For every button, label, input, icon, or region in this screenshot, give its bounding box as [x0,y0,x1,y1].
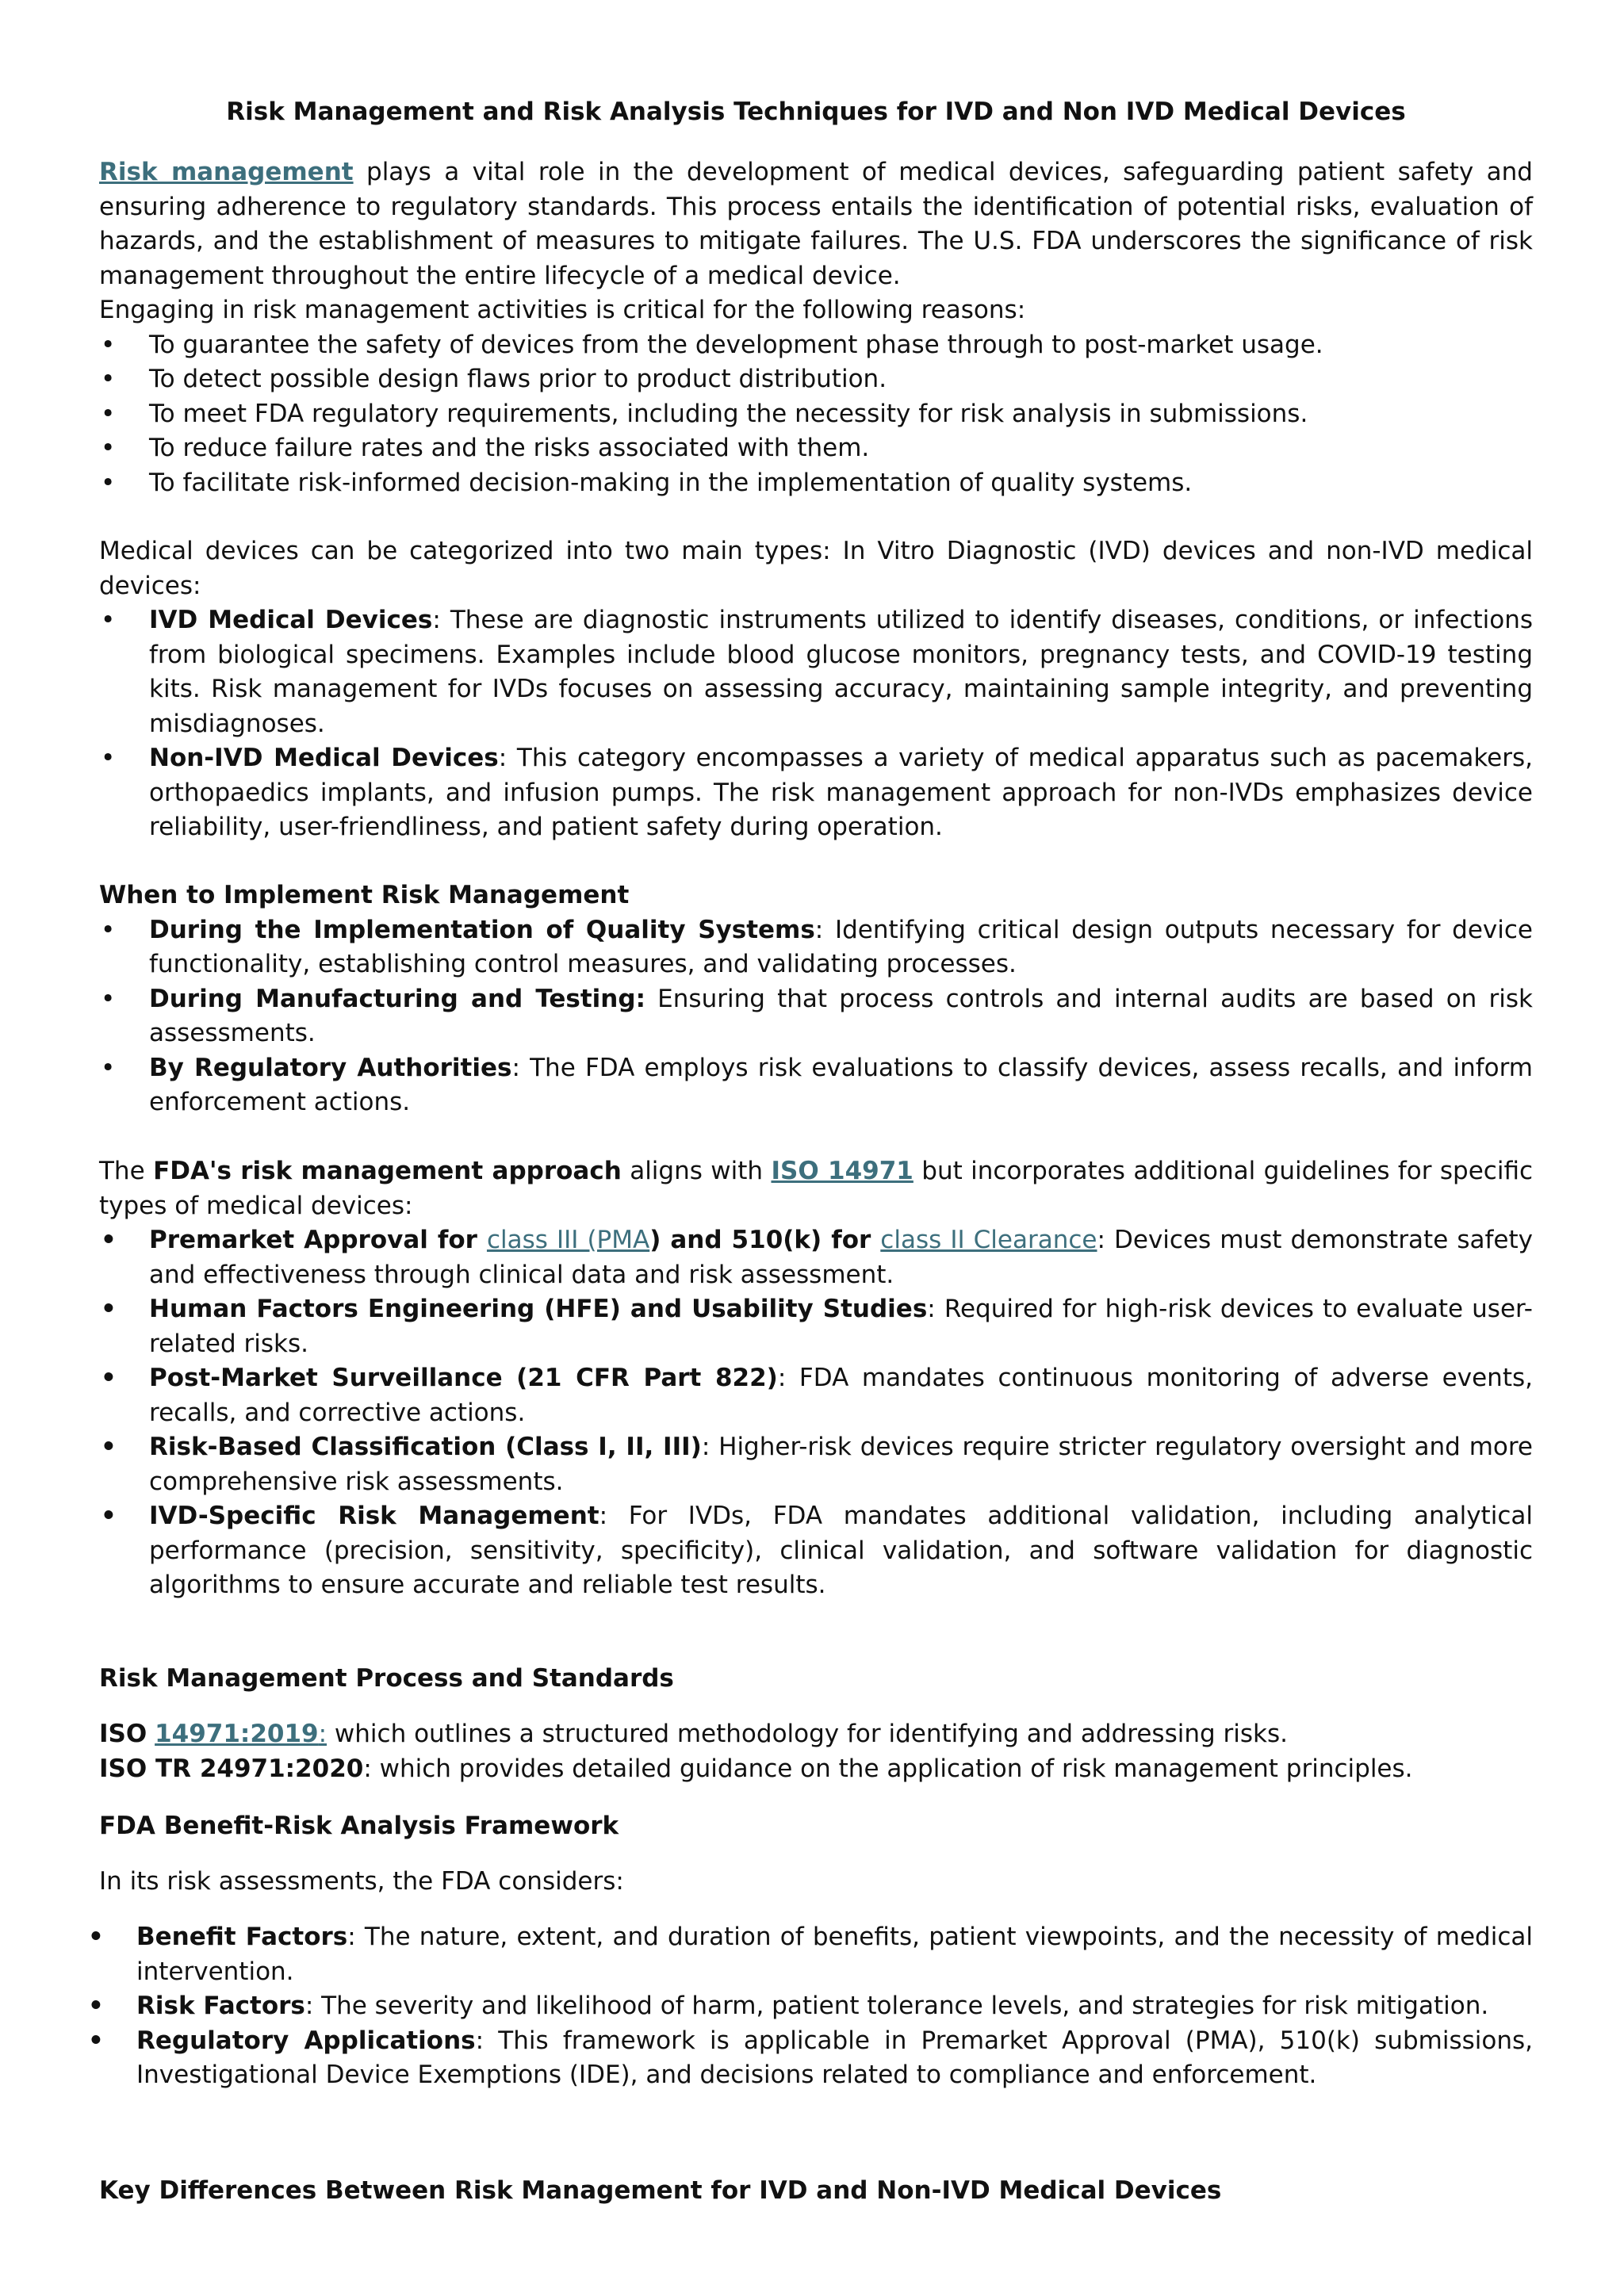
list-item-text: : For IVDs, FDA mandates additional validation, including analytical performance (precision, sensitivity, specificity), clinical validation, and software validation for diagnostic algorithms to ensure accurate and reliable test results. [149,1502,1533,1599]
section-heading: Risk Management Process and Standards [99,1664,674,1693]
standards-paragraph-block [99,1717,1533,1786]
list-item [99,1361,1533,1430]
list-item-text: : The FDA employs risk evaluations to classify devices, assess recalls, and inform enforcement actions. [149,1053,1533,1116]
list-item-text: : Required for high-risk devices to evaluate user-related risks. [149,1295,1533,1358]
iso-tr-text: : which provides detailed guidance on the application of risk management principles. [363,1754,1413,1783]
list-item-term: By Regulatory Authorities [149,1053,512,1082]
list-item-term: Non-IVD Medical Devices [149,744,499,772]
list-item-term: Post-Market Surveillance (21 CFR Part 822) [149,1364,778,1392]
list-item [99,1223,1533,1292]
list-item [99,603,1533,741]
benefit-risk-list [99,1920,1533,2093]
when-to-implement-section [99,878,1533,1120]
section-heading: FDA Benefit-Risk Analysis Framework [99,1812,619,1840]
list-item [99,1430,1533,1499]
iso-colon[interactable]: : [318,1720,327,1748]
lead-mid: aligns with [621,1157,772,1185]
reasons-lead: Engaging in risk management activities is critical for the following reasons: [99,296,1026,324]
list-item [99,982,1533,1051]
iso-label: ISO [99,1720,147,1748]
list-item-term: During Manufacturing and Testing: [149,984,645,1013]
list-item [99,913,1533,982]
section-heading: When to Implement Risk Management [99,881,630,909]
intro-section [99,155,1533,500]
iso-14971-link[interactable]: ISO 14971 [771,1157,914,1185]
list-item-text: : The severity and likelihood of harm, patient tolerance levels, and strategies for risk mitigation. [304,1992,1489,2020]
lead-bold: FDA's risk management approach [153,1157,622,1185]
list-item-text: : Higher-risk devices require stricter regulatory oversight and more comprehensive risk assessments. [149,1433,1533,1496]
benefit-risk-section [99,1809,1533,1844]
list-item: • To reduce failure rates and the risks associated with them. [99,431,1533,466]
list-item: • To facilitate risk-informed decision-making in the implementation of quality systems. [99,466,1533,501]
list-item-text: : The nature, extent, and duration of benefits, patient viewpoints, and the necessity of medical intervention. [136,1923,1533,1986]
benefit-risk-lead: In its risk assessments, the FDA considers: [99,1867,624,1896]
list-item-term: IVD Medical Devices [149,606,433,634]
fda-approach-list [99,1223,1533,1603]
iso-tr-label: ISO TR 24971:2020 [99,1754,364,1783]
intro-text: plays a vital role in the development of medical devices, safeguarding patient safety and ensuring adherence to regulatory standards. This process entails the identification of potential risks, evaluation of hazards, and the establishment of measures to mitigate failures. The U.S. FDA underscores the significance of risk management throughout the entire lifecycle of a medical device. [99,158,1533,290]
list-item [99,1499,1533,1603]
list-item [99,2024,1533,2093]
iso-text: which outlines a structured methodology for identifying and addressing risks. [327,1720,1288,1748]
list-item-term: During the Implementation of Quality Systems [149,915,815,944]
list-item-text: Ensuring that process controls and internal audits are based on risk assessments. [149,984,1533,1047]
fda-approach-section [99,1154,1533,1603]
standards-paragraph [99,1717,1533,1786]
benefit-risk-lead-block [99,1865,1533,1900]
lead-suffix: but incorporates additional guidelines for specific types of medical devices: [99,1157,1534,1220]
list-item [99,1989,1533,2024]
device-types-lead: Medical devices can be categorized into two main types: In Vitro Diagnostic (IVD) devices and non-IVD medical devices: [99,537,1533,600]
intro-paragraph [99,155,1533,293]
list-item [99,1292,1533,1361]
fda-approach-lead [99,1154,1533,1223]
list-item: • To meet FDA regulatory requirements, including the necessity for risk analysis in submissions. [99,397,1533,432]
list-item [99,1051,1533,1120]
list-item-term: Regulatory Applications [136,2026,476,2055]
lead-prefix: The [99,1157,154,1185]
list-item [99,741,1533,845]
list-item-text: : Devices must demonstrate safety and effectiveness through clinical data and risk assessment. [149,1226,1533,1289]
when-to-implement-list [99,913,1533,1120]
list-item-term: Risk Factors [136,1992,305,2020]
list-item-term: Benefit Factors [136,1923,348,1951]
list-item-term: Premarket Approval for [149,1226,487,1254]
device-types-list [99,603,1533,845]
benefit-risk-list-block [99,1920,1533,2093]
list-item-term: Human Factors Engineering (HFE) and Usability Studies [149,1295,928,1323]
list-item-text: : FDA mandates continuous monitoring of adverse events, recalls, and corrective actions. [149,1364,1533,1427]
list-item-text: : This category encompasses a variety of medical apparatus such as pacemakers, orthopaedics implants, and infusion pumps. The risk management approach for non-IVDs emphasizes device reliability, user-friendliness, and patient safety during operation. [149,744,1534,841]
list-item-text: : Identifying critical design outputs necessary for device functionality, establishing control measures, and validating processes. [149,915,1533,978]
list-item-text: : This framework is applicable in Premarket Approval (PMA), 510(k) submissions, Investigational Device Exemptions (IDE), and decisions related to compliance and enforcement. [136,2026,1533,2089]
list-item-term: ) and 510(k) for [649,1226,881,1254]
list-item-term: Risk-Based Classification (Class I, II, III) [149,1433,702,1461]
reasons-list [99,328,1533,501]
list-item-term: IVD-Specific Risk Management [149,1502,599,1530]
iso-14971-2019-link[interactable]: 14971:2019 [155,1720,319,1748]
list-item [99,1920,1533,1989]
list-item: • To detect possible design flaws prior to product distribution. [99,362,1533,397]
risk-management-link[interactable]: Risk management [99,158,354,186]
device-types-section [99,534,1533,845]
page-title: Risk Management and Risk Analysis Techniques for IVD and Non IVD Medical Devices [226,98,1406,126]
list-item: • To guarantee the safety of devices from the development phase through to post-market usage. [99,328,1533,363]
section-heading: Key Differences Between Risk Management for IVD and Non-IVD Medical Devices [99,2176,1222,2205]
process-standards-section [99,1662,1533,1697]
class-iii-pma-link[interactable]: class III (PMA [486,1226,650,1254]
list-item-text: : These are diagnostic instruments utilized to identify diseases, conditions, or infections from biological specimens. Examples include blood glucose monitors, pregnancy tests, and COVID-19 testing kits. Risk management for IVDs focuses on assessing accuracy, maintaining sample integrity, and preventing misdiagnoses. [149,606,1533,738]
class-ii-clearance-link[interactable]: class II Clearance [880,1226,1097,1254]
key-differences-section [99,2174,1533,2209]
